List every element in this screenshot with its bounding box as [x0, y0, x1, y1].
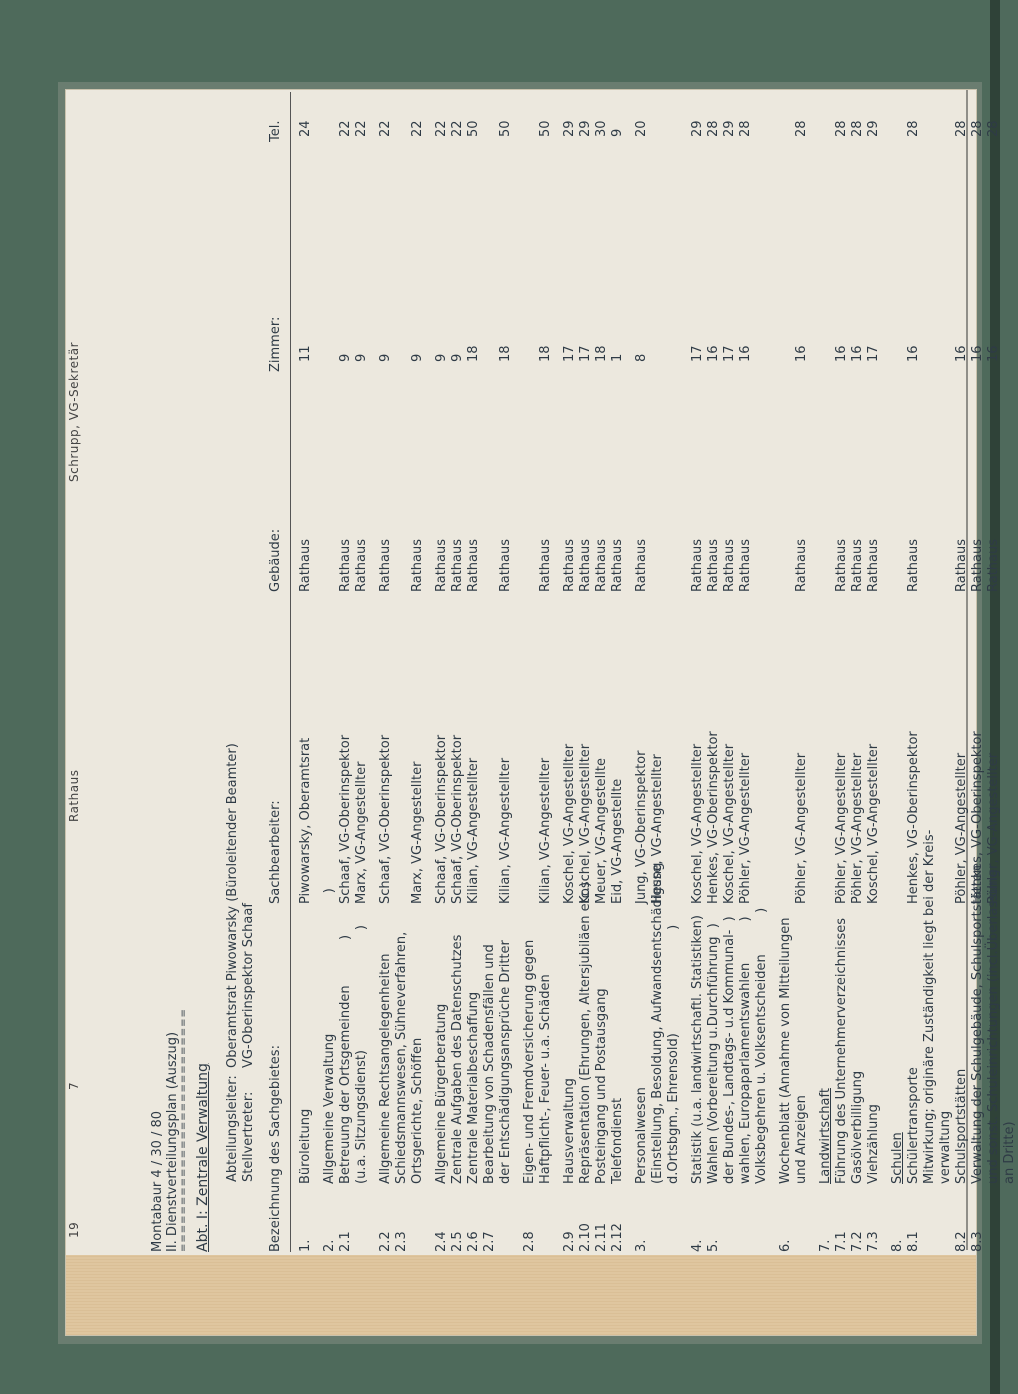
- row-sachbearbeiter: Jung, VG-Oberinspektor: [634, 750, 649, 904]
- running-header-center: Rathaus: [67, 769, 81, 822]
- row-tel: 28: [738, 120, 753, 137]
- row-gebaeude: Rathaus: [906, 538, 921, 592]
- row-number: 2.10: [578, 1223, 593, 1252]
- row-zimmer: 16: [906, 345, 921, 362]
- row-sachgebiet: und sonst. Schuleinrichtungen (incl.Überlassung: [986, 869, 1001, 1184]
- row-number: 7.2: [850, 1231, 865, 1252]
- row-zimmer: 9: [434, 353, 449, 362]
- table-row: [722, 92, 738, 1252]
- row-zimmer: 9: [378, 353, 393, 362]
- row-sachbearbeiter: Koschel, VG-Angestellter: [578, 743, 593, 904]
- row-sachbearbeiter: Henkes, VG-Oberinspektor: [906, 731, 921, 904]
- row-sachgebiet: Viehzählung: [866, 1104, 881, 1184]
- header-bezeichnung: Bezeichnung des Sachgebietes:: [268, 1045, 283, 1252]
- row-tel: 29: [690, 120, 705, 137]
- row-sachgebiet: Hausverwaltung: [562, 1078, 577, 1184]
- row-tel: 28: [970, 120, 985, 137]
- row-number: 2.1: [338, 1231, 353, 1252]
- row-sachgebiet: der Bundes-, Landtags- u.d Kommunal- ): [722, 916, 737, 1184]
- row-sachbearbeiter: Schaaf, VG-Oberinspektor: [338, 734, 353, 904]
- row-tel: 29: [562, 120, 577, 137]
- row-sachbearbeiter: Meuer, VG-Angestellte: [594, 757, 609, 904]
- row-gebaeude: Rathaus: [706, 538, 721, 592]
- plan-title: II. Dienstverteilungsplan (Auszug): [165, 1031, 180, 1252]
- table-row: [450, 92, 466, 1252]
- table-row: [378, 92, 394, 1252]
- row-sachgebiet: Landwirtschaft: [818, 1088, 833, 1184]
- row-zimmer: 16: [954, 345, 969, 362]
- row-gebaeude: Rathaus: [594, 538, 609, 592]
- row-sachbearbeiter: Kilian, VG-Angestellter: [466, 757, 481, 904]
- row-zimmer: 16: [706, 345, 721, 362]
- row-gebaeude: Rathaus: [538, 538, 553, 592]
- row-sachgebiet: Zentrale Materialbeschaffung: [466, 991, 481, 1184]
- table-row: [778, 92, 794, 1252]
- row-tel: 28: [954, 120, 969, 137]
- header-divider: [290, 92, 291, 1252]
- row-sachbearbeiter: Marx, VG-Angestellter: [354, 761, 369, 904]
- row-zimmer: 16: [738, 345, 753, 362]
- row-zimmer: 17: [722, 345, 737, 362]
- row-sachbearbeiter: Kilian, VG-Angestellter: [498, 757, 513, 904]
- row-number: 8.: [890, 1239, 905, 1252]
- row-sachgebiet: der Entschädigungsansprüche Dritter: [498, 940, 513, 1184]
- row-gebaeude: Rathaus: [562, 538, 577, 592]
- row-number: 2.: [322, 1239, 337, 1252]
- row-gebaeude: Rathaus: [578, 538, 593, 592]
- table-row: [954, 92, 970, 1252]
- row-sachgebiet: verwaltung: [938, 1110, 953, 1184]
- row-gebaeude: Rathaus: [434, 538, 449, 592]
- table-row: [754, 92, 770, 1252]
- table-row: [410, 92, 426, 1252]
- row-sachbearbeiter: Henkes, VG-Oberinspektor: [970, 731, 985, 904]
- row-sachbearbeiter: Koschel, VG-Angestellter: [722, 743, 737, 904]
- table-row: [666, 92, 682, 1252]
- row-number: 7.3: [866, 1231, 881, 1252]
- leiter-label: Abteilungsleiter:: [225, 1075, 240, 1182]
- leiter-value: Oberamtsrat Piwowarsky (Büroleitender Beamter): [225, 743, 240, 1068]
- table-row: [338, 92, 354, 1252]
- plan-place-date: Montabaur 4 / 30 / 80: [150, 1110, 165, 1252]
- row-sachbearbeiter: Pöhler, VG-Angestellter: [850, 752, 865, 904]
- row-gebaeude: Rathaus: [410, 538, 425, 592]
- table-row: [634, 92, 650, 1252]
- stellvertreter-label: Stellvertreter:: [241, 1091, 256, 1182]
- table-row: [394, 92, 410, 1252]
- row-sachgebiet: Betreuung der Ortsgemeinden ): [338, 934, 353, 1184]
- table-row: [794, 92, 810, 1252]
- row-number: 5.: [706, 1239, 721, 1252]
- row-gebaeude: Rathaus: [722, 538, 737, 592]
- row-sachbearbeiter: Pöhler, VG-Angestellter: [954, 752, 969, 904]
- row-tel: 29: [866, 120, 881, 137]
- plan-text-block: [150, 92, 1017, 1252]
- row-tel: 29: [578, 120, 593, 137]
- row-sachbearbeiter: Eid, VG-Angestellte: [610, 778, 625, 904]
- row-sachbearbeiter: Schaaf, VG-Oberinspektor: [378, 734, 393, 904]
- row-tel: 28: [794, 120, 809, 137]
- row-sachbearbeiter: Kilian, VG-Angestellter: [538, 757, 553, 904]
- row-gebaeude: Rathaus: [850, 538, 865, 592]
- row-zimmer: 16: [986, 345, 1001, 362]
- row-number: 8.2: [954, 1231, 969, 1252]
- row-sachbearbeiter: Piwowarsky, Oberamtsrat: [298, 737, 313, 904]
- row-gebaeude: Rathaus: [738, 538, 753, 592]
- table-row: [434, 92, 450, 1252]
- row-tel: 28: [906, 120, 921, 137]
- row-sachbearbeiter: Schaaf, VG-Oberinspektor: [450, 734, 465, 904]
- row-sachgebiet: Mitwirkung; originäre Zuständigkeit liegt bei der Kreis-: [922, 829, 937, 1184]
- header-sachbearbeiter: Sachbearbeiter:: [268, 800, 283, 904]
- plan-title-underline: ==========================: [178, 1008, 189, 1252]
- row-tel: 30: [594, 120, 609, 137]
- table-row: [1002, 92, 1018, 1252]
- row-tel: 24: [298, 120, 313, 137]
- table-row: [594, 92, 610, 1252]
- row-sachgebiet: Eigen- und Fremdversicherung gegen: [522, 939, 537, 1184]
- row-sachgebiet: Personalwesen: [634, 1087, 649, 1184]
- table-row: [938, 92, 954, 1252]
- running-header-number-b: 19: [67, 1221, 81, 1238]
- page-edges: [66, 1255, 976, 1335]
- row-tel: 50: [466, 120, 481, 137]
- row-gebaeude: Rathaus: [450, 538, 465, 592]
- row-gebaeude: Rathaus: [498, 538, 513, 592]
- row-number: 8.1: [906, 1231, 921, 1252]
- row-zimmer: 18: [538, 345, 553, 362]
- running-header-number-a: 7: [67, 1081, 81, 1090]
- column-headers: [268, 92, 286, 1252]
- table-row: [866, 92, 882, 1252]
- row-sachbearbeiter: Pöhler, VG-Angestellter: [834, 752, 849, 904]
- row-number: 2.12: [610, 1223, 625, 1252]
- table-row: [850, 92, 866, 1252]
- row-sachgebiet: und Anzeigen: [794, 1095, 809, 1184]
- stellvertreter-value: VG-Oberinspektor Schaaf: [241, 903, 256, 1068]
- row-tel: 22: [354, 120, 369, 137]
- row-number: 4.: [690, 1239, 705, 1252]
- table-row: [354, 92, 370, 1252]
- row-gebaeude: Rathaus: [954, 538, 969, 592]
- table-row: [738, 92, 754, 1252]
- row-gebaeude: Rathaus: [634, 538, 649, 592]
- row-sachgebiet: Schülertransporte: [906, 1067, 921, 1184]
- row-gebaeude: Rathaus: [690, 538, 705, 592]
- row-gebaeude: Rathaus: [354, 538, 369, 592]
- row-sachgebiet: Führung des Unternehmerverzeichnisses: [834, 917, 849, 1184]
- row-sachbearbeiter: Pöhler, VG-Angestellter: [738, 752, 753, 904]
- row-sachgebiet: Allgemeine Verwaltung ): [322, 888, 337, 1184]
- row-tel: 22: [378, 120, 393, 137]
- row-tel: 22: [434, 120, 449, 137]
- row-sachgebiet: Verwaltung der Schulgebäude, Schulsportstätten: [970, 864, 985, 1184]
- header-zimmer: Zimmer:: [268, 316, 283, 372]
- row-zimmer: 16: [794, 345, 809, 362]
- row-number: 2.7: [482, 1231, 497, 1252]
- row-number: 2.11: [594, 1223, 609, 1252]
- row-tel: 22: [338, 120, 353, 137]
- row-sachgebiet: Bearbeitung von Schadensfällen und: [482, 944, 497, 1184]
- row-sachgebiet: Volksbegehren u. Volksentscheiden ): [754, 907, 769, 1184]
- table-row: [482, 92, 498, 1252]
- row-tel: 9: [610, 128, 625, 137]
- row-tel: 50: [538, 120, 553, 137]
- table-row: [522, 92, 538, 1252]
- header-gebaeude: Gebäude:: [268, 528, 283, 592]
- row-sachgebiet: wahlen, Europaparlamentswahlen ): [738, 916, 753, 1184]
- row-sachgebiet: Allgemeine Bürgerberatung: [434, 1003, 449, 1184]
- row-zimmer: 11: [298, 345, 313, 362]
- row-sachgebiet: Schulen: [890, 1132, 905, 1184]
- row-zimmer: 16: [970, 345, 985, 362]
- row-tel: 28: [850, 120, 865, 137]
- row-sachbearbeiter: Koschel, VG-Angestellter: [690, 743, 705, 904]
- table-row: [986, 92, 1002, 1252]
- table-row: [834, 92, 850, 1252]
- row-number: 1.: [298, 1239, 313, 1252]
- running-header: [67, 92, 107, 1252]
- row-zimmer: 1: [610, 353, 625, 362]
- row-gebaeude: Rathaus: [338, 538, 353, 592]
- row-sachgebiet: Wahlen (Vorbereitung u.Durchführung ): [706, 923, 721, 1184]
- row-sachbearbeiter: Pöhler, VG-Angestellter: [794, 752, 809, 904]
- row-number: 2.4: [434, 1231, 449, 1252]
- row-number: 2.5: [450, 1231, 465, 1252]
- row-sachgebiet: Wochenblatt (Annahme von Mitteilungen: [778, 917, 793, 1184]
- header-tel: Tel.: [268, 120, 283, 142]
- row-gebaeude: Rathaus: [970, 538, 985, 592]
- row-tel: 20: [634, 120, 649, 137]
- row-number: 7.: [818, 1239, 833, 1252]
- abteilung-title: Abt. I: Zentrale Verwaltung: [195, 1063, 211, 1252]
- row-tel: 50: [498, 120, 513, 137]
- row-zimmer: 9: [338, 353, 353, 362]
- row-sachbearbeiter: Henkes, VG-Oberinspektor: [706, 731, 721, 904]
- table-row: [906, 92, 922, 1252]
- row-sachgebiet: Schulsportstätten: [954, 1068, 969, 1184]
- row-sachgebiet: an Dritte): [1002, 1121, 1017, 1184]
- row-tel: 28: [834, 120, 849, 137]
- row-gebaeude: Rathaus: [834, 538, 849, 592]
- row-sachgebiet: Repräsentation (Ehrungen, Altersjubiläen etc.): [578, 881, 593, 1184]
- table-row: [650, 92, 666, 1252]
- row-zimmer: 9: [410, 353, 425, 362]
- table-row: [498, 92, 514, 1252]
- table-row: [538, 92, 554, 1252]
- row-sachgebiet: Telefondienst: [610, 1097, 625, 1184]
- row-tel: 28: [986, 120, 1001, 137]
- table-row: [578, 92, 594, 1252]
- row-zimmer: 17: [690, 345, 705, 362]
- table-row: [890, 92, 906, 1252]
- row-tel: 28: [706, 120, 721, 137]
- row-zimmer: 9: [354, 353, 369, 362]
- table-row: [610, 92, 626, 1252]
- row-zimmer: 16: [834, 345, 849, 362]
- row-sachgebiet: (Einstellung, Besoldung, Aufwandsentschädigung: [650, 862, 665, 1184]
- row-zimmer: 16: [850, 345, 865, 362]
- row-number: 3.: [634, 1239, 649, 1252]
- row-tel: 22: [450, 120, 465, 137]
- row-gebaeude: Rathaus: [986, 538, 1001, 592]
- row-zimmer: 9: [450, 353, 465, 362]
- row-sachbearbeiter: Koschel, VG-Angestellter: [866, 743, 881, 904]
- row-sachbearbeiter: Marx, VG-Angestellter: [410, 761, 425, 904]
- table-row: [706, 92, 722, 1252]
- table-row: [818, 92, 834, 1252]
- row-sachgebiet: Gasölverbilligung: [850, 1070, 865, 1184]
- row-number: 7.1: [834, 1231, 849, 1252]
- row-sachgebiet: Ortsgerichte, Schöffen: [410, 1037, 425, 1184]
- row-sachgebiet: Posteingang und Postausgang: [594, 988, 609, 1184]
- row-sachbearbeiter: Hesse, VG-Angestellter: [650, 754, 665, 904]
- row-gebaeude: Rathaus: [610, 538, 625, 592]
- row-sachgebiet: Büroleitung: [298, 1108, 313, 1184]
- row-number: 2.9: [562, 1231, 577, 1252]
- row-zimmer: 17: [578, 345, 593, 362]
- row-sachgebiet: Zentrale Aufgaben des Datenschutzes: [450, 934, 465, 1184]
- table-row: [298, 92, 314, 1252]
- row-number: 2.8: [522, 1231, 537, 1252]
- row-sachgebiet: Statistik (u.a. landwirtschaftl. Statistiken): [690, 915, 705, 1184]
- row-number: 2.2: [378, 1231, 393, 1252]
- table-row: [970, 92, 986, 1252]
- row-sachbearbeiter: Schaaf, VG-Oberinspektor: [434, 734, 449, 904]
- row-number: 8.3: [970, 1231, 985, 1252]
- row-number: 2.6: [466, 1231, 481, 1252]
- row-zimmer: 17: [562, 345, 577, 362]
- row-zimmer: 18: [594, 345, 609, 362]
- row-zimmer: 18: [466, 345, 481, 362]
- row-gebaeude: Rathaus: [866, 538, 881, 592]
- row-sachgebiet: d.Ortsbgm., Ehrensold) ): [666, 924, 681, 1184]
- table-row: [322, 92, 338, 1252]
- row-gebaeude: Rathaus: [378, 538, 393, 592]
- row-number: 2.3: [394, 1231, 409, 1252]
- row-zimmer: 17: [866, 345, 881, 362]
- running-header-left: Schrupp, VG-Sekretär: [67, 341, 81, 482]
- row-tel: 29: [722, 120, 737, 137]
- row-sachgebiet: (u.a. Sitzungsdienst) ): [354, 925, 369, 1184]
- row-sachgebiet: Allgemeine Rechtsangelegenheiten: [378, 953, 393, 1184]
- plan-heading: [150, 1008, 188, 1252]
- row-number: 6.: [778, 1239, 793, 1252]
- row-tel: 22: [410, 120, 425, 137]
- row-sachgebiet: Haftpflicht-, Feuer- u.a. Schäden: [538, 974, 553, 1184]
- row-gebaeude: Rathaus: [794, 538, 809, 592]
- leitung-block: [225, 743, 257, 1182]
- row-gebaeude: Rathaus: [298, 538, 313, 592]
- row-gebaeude: Rathaus: [466, 538, 481, 592]
- row-sachgebiet: Schiedsmannswesen, Sühneverfahren,: [394, 931, 409, 1184]
- row-zimmer: 8: [634, 353, 649, 362]
- row-zimmer: 18: [498, 345, 513, 362]
- table-row: [466, 92, 482, 1252]
- table-row: [922, 92, 938, 1252]
- table-row: [690, 92, 706, 1252]
- table-row: [562, 92, 578, 1252]
- row-sachbearbeiter: Pöhler, VG-Angestellter: [986, 752, 1001, 904]
- row-sachbearbeiter: Koschel, VG-Angestellter: [562, 743, 577, 904]
